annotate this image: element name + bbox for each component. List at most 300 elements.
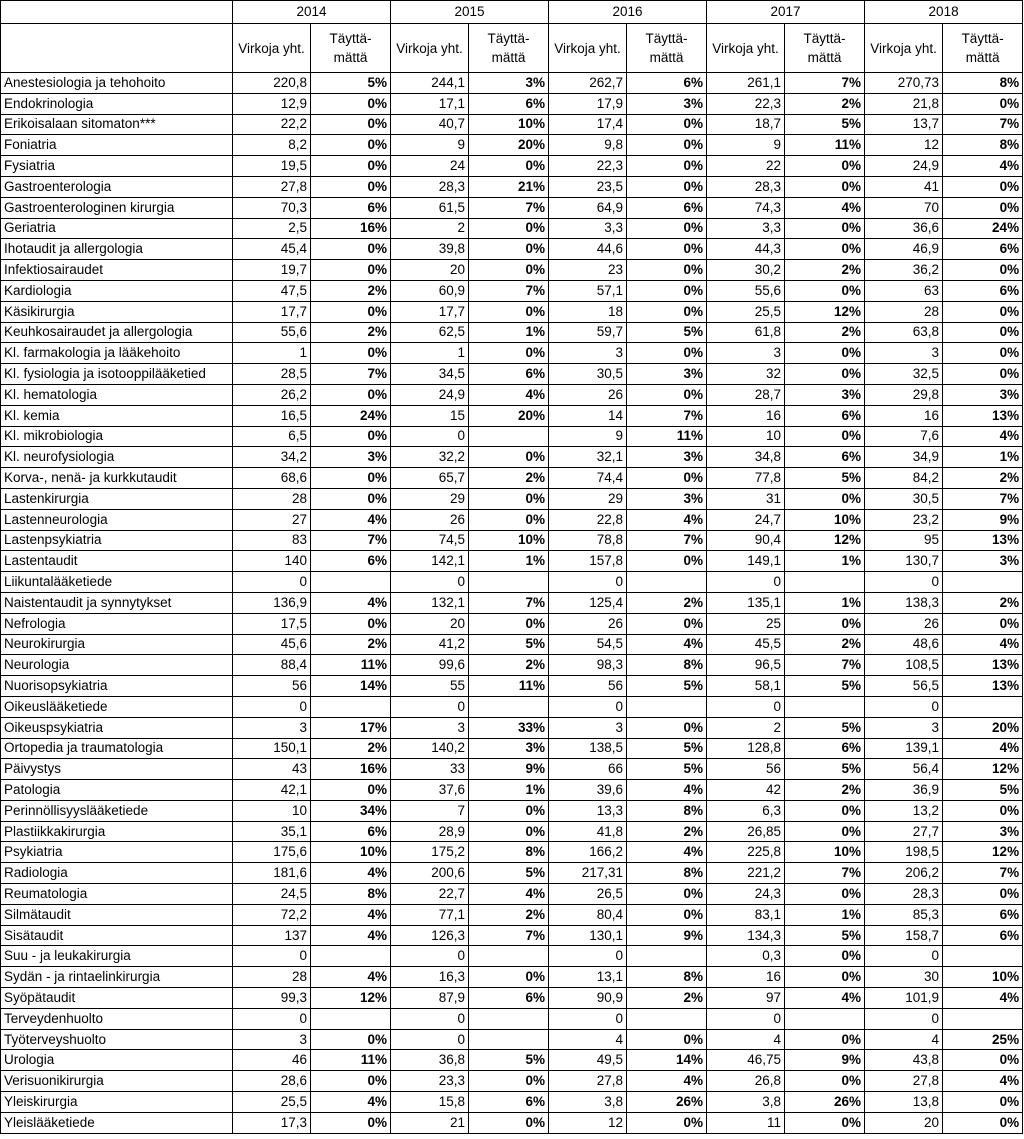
unfilled-share-cell: 6% bbox=[943, 280, 1023, 301]
positions-cell: 7,6 bbox=[865, 426, 943, 447]
positions-cell: 46 bbox=[233, 1050, 311, 1071]
positions-cell: 80,4 bbox=[549, 904, 627, 925]
unfilled-share-cell: 0% bbox=[469, 1071, 549, 1092]
positions-cell: 61,8 bbox=[707, 322, 785, 343]
positions-cell: 13,2 bbox=[865, 800, 943, 821]
unfilled-share-cell bbox=[627, 572, 707, 593]
unfilled-share-cell: 7% bbox=[469, 197, 549, 218]
positions-cell: 62,5 bbox=[391, 322, 469, 343]
positions-cell: 41,8 bbox=[549, 821, 627, 842]
table-row bbox=[1, 676, 1023, 697]
unfilled-share-cell: 1% bbox=[785, 551, 865, 572]
unfilled-share-cell: 0% bbox=[943, 260, 1023, 281]
unfilled-share-cell: 4% bbox=[943, 988, 1023, 1009]
unfilled-share-cell: 7% bbox=[943, 114, 1023, 135]
specialty-name: Oikeuspsykiatria bbox=[1, 717, 233, 738]
unfilled-share-cell: 0% bbox=[785, 218, 865, 239]
positions-cell: 135,1 bbox=[707, 592, 785, 613]
positions-cell: 26 bbox=[391, 509, 469, 530]
unfilled-share-cell: 5% bbox=[469, 863, 549, 884]
positions-cell: 24,3 bbox=[707, 884, 785, 905]
positions-cell: 134,3 bbox=[707, 925, 785, 946]
unfilled-share-cell: 26% bbox=[627, 1092, 707, 1113]
specialty-name: Liikuntalääketiede bbox=[1, 572, 233, 593]
unfilled-share-cell: 0% bbox=[311, 1071, 391, 1092]
positions-cell: 84,2 bbox=[865, 468, 943, 489]
positions-cell: 97 bbox=[707, 988, 785, 1009]
positions-cell: 24,9 bbox=[391, 384, 469, 405]
unfilled-share-cell: 6% bbox=[469, 988, 549, 1009]
unfilled-share-cell: 0% bbox=[943, 322, 1023, 343]
table-row bbox=[1, 447, 1023, 468]
unfilled-share-cell: 6% bbox=[785, 405, 865, 426]
unfilled-share-cell: 2% bbox=[469, 655, 549, 676]
positions-cell: 13,1 bbox=[549, 967, 627, 988]
unfilled-share-cell: 0% bbox=[785, 1071, 865, 1092]
positions-cell: 3,3 bbox=[707, 218, 785, 239]
unfilled-share-cell: 3% bbox=[943, 821, 1023, 842]
unfilled-share-cell: 5% bbox=[943, 780, 1023, 801]
positions-cell: 14 bbox=[549, 405, 627, 426]
positions-cell: 21,8 bbox=[865, 93, 943, 114]
positions-cell: 25,5 bbox=[707, 301, 785, 322]
unfilled-share-cell: 2% bbox=[469, 468, 549, 489]
positions-cell: 9 bbox=[707, 135, 785, 156]
unfilled-share-cell: 2% bbox=[785, 260, 865, 281]
positions-cell: 63,8 bbox=[865, 322, 943, 343]
positions-cell: 7 bbox=[391, 800, 469, 821]
positions-cell: 26 bbox=[549, 613, 627, 634]
positions-cell: 34,5 bbox=[391, 364, 469, 385]
unfilled-share-cell: 0% bbox=[469, 447, 549, 468]
unfilled-share-cell bbox=[311, 946, 391, 967]
unfilled-share-cell: 20% bbox=[469, 405, 549, 426]
unfilled-share-cell: 2% bbox=[469, 904, 549, 925]
unfilled-share-cell: 5% bbox=[785, 717, 865, 738]
unfilled-share-cell bbox=[627, 696, 707, 717]
positions-cell: 55 bbox=[391, 676, 469, 697]
positions-cell: 15,8 bbox=[391, 1092, 469, 1113]
year-header: 2014 bbox=[233, 1, 391, 24]
positions-cell: 13,8 bbox=[865, 1092, 943, 1113]
unfilled-share-cell: 4% bbox=[785, 988, 865, 1009]
unfilled-share-cell: 0% bbox=[943, 93, 1023, 114]
unfilled-share-cell: 7% bbox=[311, 364, 391, 385]
table-row bbox=[1, 551, 1023, 572]
unfilled-share-cell: 7% bbox=[943, 488, 1023, 509]
positions-cell: 21 bbox=[391, 1112, 469, 1133]
specialty-name: Päivystys bbox=[1, 759, 233, 780]
unfilled-share-cell: 10% bbox=[469, 530, 549, 551]
positions-cell: 0 bbox=[391, 1008, 469, 1029]
unfilled-share-cell: 0% bbox=[785, 1029, 865, 1050]
positions-cell: 16,3 bbox=[391, 967, 469, 988]
positions-cell: 136,9 bbox=[233, 592, 311, 613]
specialty-name: Naistentaudit ja synnytykset bbox=[1, 592, 233, 613]
unfilled-share-cell: 0% bbox=[785, 280, 865, 301]
positions-cell: 56 bbox=[233, 676, 311, 697]
positions-cell: 138,3 bbox=[865, 592, 943, 613]
positions-cell: 0 bbox=[391, 1029, 469, 1050]
table-row bbox=[1, 592, 1023, 613]
specialty-name: Kl. kemia bbox=[1, 405, 233, 426]
positions-cell: 26 bbox=[549, 384, 627, 405]
unfilled-share-cell: 6% bbox=[627, 73, 707, 94]
positions-cell: 63 bbox=[865, 280, 943, 301]
positions-cell: 32 bbox=[707, 364, 785, 385]
positions-cell: 68,6 bbox=[233, 468, 311, 489]
positions-cell: 0 bbox=[865, 946, 943, 967]
unfilled-share-cell: 0% bbox=[627, 884, 707, 905]
positions-cell: 3 bbox=[391, 717, 469, 738]
positions-cell: 59,7 bbox=[549, 322, 627, 343]
unfilled-share-cell: 3% bbox=[943, 551, 1023, 572]
positions-cell: 55,6 bbox=[233, 322, 311, 343]
positions-cell: 83,1 bbox=[707, 904, 785, 925]
unfilled-share-cell: 6% bbox=[943, 904, 1023, 925]
unfilled-share-cell: 10% bbox=[469, 114, 549, 135]
positions-cell: 4 bbox=[865, 1029, 943, 1050]
corner-cell bbox=[1, 24, 233, 73]
table-row bbox=[1, 780, 1023, 801]
unfilled-share-cell: 0% bbox=[627, 717, 707, 738]
unfilled-share-cell: 3% bbox=[469, 73, 549, 94]
unfilled-share-cell: 3% bbox=[469, 738, 549, 759]
positions-cell: 65,7 bbox=[391, 468, 469, 489]
unfilled-share-cell: 4% bbox=[469, 384, 549, 405]
positions-cell: 0 bbox=[549, 1008, 627, 1029]
unfilled-share-cell: 0% bbox=[943, 613, 1023, 634]
positions-cell: 142,1 bbox=[391, 551, 469, 572]
positions-cell: 85,3 bbox=[865, 904, 943, 925]
unfilled-share-cell: 33% bbox=[469, 717, 549, 738]
unfilled-share-cell bbox=[469, 946, 549, 967]
positions-cell: 28,9 bbox=[391, 821, 469, 842]
unfilled-share-cell: 2% bbox=[943, 592, 1023, 613]
unfilled-share-cell: 0% bbox=[469, 218, 549, 239]
unfilled-share-cell: 4% bbox=[627, 634, 707, 655]
unfilled-share-cell: 0% bbox=[943, 800, 1023, 821]
positions-cell: 70 bbox=[865, 197, 943, 218]
specialty-name: Korva-, nenä- ja kurkkutaudit bbox=[1, 468, 233, 489]
positions-cell: 42 bbox=[707, 780, 785, 801]
unfilled-header: Täyttä-mättä bbox=[785, 24, 865, 73]
specialty-name: Verisuonikirurgia bbox=[1, 1071, 233, 1092]
unfilled-share-cell bbox=[311, 696, 391, 717]
unfilled-share-cell: 0% bbox=[469, 239, 549, 260]
unfilled-share-cell: 0% bbox=[627, 260, 707, 281]
table-row bbox=[1, 655, 1023, 676]
positions-cell: 12 bbox=[549, 1112, 627, 1133]
unfilled-share-cell: 2% bbox=[627, 592, 707, 613]
positions-cell: 28,5 bbox=[233, 364, 311, 385]
unfilled-share-cell: 4% bbox=[311, 904, 391, 925]
unfilled-share-cell: 5% bbox=[785, 925, 865, 946]
unfilled-share-cell: 5% bbox=[627, 738, 707, 759]
positions-cell: 28 bbox=[233, 488, 311, 509]
unfilled-share-cell: 2% bbox=[311, 738, 391, 759]
specialty-name: Syöpätaudit bbox=[1, 988, 233, 1009]
unfilled-share-cell: 20% bbox=[943, 717, 1023, 738]
unfilled-share-cell: 3% bbox=[627, 93, 707, 114]
positions-cell: 20 bbox=[865, 1112, 943, 1133]
unfilled-header: Täyttä-mättä bbox=[469, 24, 549, 73]
specialty-name: Sydän - ja rintaelinkirurgia bbox=[1, 967, 233, 988]
table-row bbox=[1, 613, 1023, 634]
unfilled-share-cell: 0% bbox=[943, 301, 1023, 322]
positions-cell: 0 bbox=[233, 696, 311, 717]
positions-cell: 217,31 bbox=[549, 863, 627, 884]
positions-cell: 25,5 bbox=[233, 1092, 311, 1113]
unfilled-share-cell: 4% bbox=[627, 1071, 707, 1092]
positions-cell: 28,3 bbox=[707, 176, 785, 197]
unfilled-share-cell: 11% bbox=[311, 1050, 391, 1071]
specialty-name: Foniatria bbox=[1, 135, 233, 156]
unfilled-share-cell: 0% bbox=[311, 239, 391, 260]
table-row bbox=[1, 1112, 1023, 1133]
unfilled-share-cell: 0% bbox=[785, 613, 865, 634]
specialty-name: Reumatologia bbox=[1, 884, 233, 905]
positions-cell: 175,6 bbox=[233, 842, 311, 863]
unfilled-share-cell: 21% bbox=[469, 176, 549, 197]
unfilled-share-cell: 0% bbox=[627, 613, 707, 634]
specialty-name: Neurokirurgia bbox=[1, 634, 233, 655]
table-row bbox=[1, 239, 1023, 260]
table-row bbox=[1, 176, 1023, 197]
unfilled-share-cell: 6% bbox=[469, 364, 549, 385]
unfilled-share-cell: 9% bbox=[627, 925, 707, 946]
specialty-name: Nuorisopsykiatria bbox=[1, 676, 233, 697]
table-row bbox=[1, 384, 1023, 405]
unfilled-share-cell: 9% bbox=[785, 1050, 865, 1071]
unfilled-share-cell: 0% bbox=[311, 384, 391, 405]
positions-cell: 32,2 bbox=[391, 447, 469, 468]
positions-cell: 27,7 bbox=[865, 821, 943, 842]
unfilled-share-cell: 0% bbox=[627, 1112, 707, 1133]
unfilled-share-cell: 0% bbox=[785, 967, 865, 988]
positions-cell: 0 bbox=[391, 696, 469, 717]
positions-cell: 26,85 bbox=[707, 821, 785, 842]
unfilled-share-cell: 0% bbox=[785, 156, 865, 177]
unfilled-share-cell: 0% bbox=[785, 884, 865, 905]
table-row bbox=[1, 488, 1023, 509]
positions-cell: 6,3 bbox=[707, 800, 785, 821]
unfilled-share-cell: 11% bbox=[469, 676, 549, 697]
table-row bbox=[1, 1092, 1023, 1113]
table-row bbox=[1, 925, 1023, 946]
unfilled-share-cell bbox=[311, 572, 391, 593]
unfilled-share-cell: 6% bbox=[785, 447, 865, 468]
positions-cell: 0 bbox=[549, 696, 627, 717]
positions-cell: 138,5 bbox=[549, 738, 627, 759]
positions-cell: 130,1 bbox=[549, 925, 627, 946]
unfilled-share-cell: 0% bbox=[469, 967, 549, 988]
unfilled-share-cell: 10% bbox=[311, 842, 391, 863]
unfilled-share-cell: 0% bbox=[785, 426, 865, 447]
table-row bbox=[1, 280, 1023, 301]
positions-cell: 64,9 bbox=[549, 197, 627, 218]
table-row bbox=[1, 988, 1023, 1009]
positions-cell: 78,8 bbox=[549, 530, 627, 551]
positions-cell: 28 bbox=[233, 967, 311, 988]
unfilled-share-cell: 0% bbox=[311, 426, 391, 447]
positions-cell: 31 bbox=[707, 488, 785, 509]
unfilled-share-cell: 8% bbox=[627, 863, 707, 884]
specialty-name: Kl. farmakologia ja lääkehoito bbox=[1, 343, 233, 364]
positions-cell: 22,2 bbox=[233, 114, 311, 135]
year-header: 2016 bbox=[549, 1, 707, 24]
positions-cell: 19,5 bbox=[233, 156, 311, 177]
positions-cell: 61,5 bbox=[391, 197, 469, 218]
positions-cell: 0 bbox=[549, 572, 627, 593]
positions-cell: 132,1 bbox=[391, 592, 469, 613]
positions-cell: 66 bbox=[549, 759, 627, 780]
positions-cell: 30,5 bbox=[549, 364, 627, 385]
specialty-name: Käsikirurgia bbox=[1, 301, 233, 322]
unfilled-share-cell: 0% bbox=[469, 301, 549, 322]
positions-cell: 26 bbox=[865, 613, 943, 634]
table-row bbox=[1, 73, 1023, 94]
positions-cell: 33 bbox=[391, 759, 469, 780]
specialty-name: Kl. neurofysiologia bbox=[1, 447, 233, 468]
table-row bbox=[1, 696, 1023, 717]
unfilled-share-cell: 1% bbox=[469, 551, 549, 572]
unfilled-share-cell: 6% bbox=[943, 925, 1023, 946]
unfilled-share-cell: 2% bbox=[311, 280, 391, 301]
positions-cell: 17,1 bbox=[391, 93, 469, 114]
unfilled-header: Täyttä-mättä bbox=[943, 24, 1023, 73]
specialty-name: Endokrinologia bbox=[1, 93, 233, 114]
unfilled-share-cell: 4% bbox=[311, 509, 391, 530]
positions-cell: 70,3 bbox=[233, 197, 311, 218]
table-row bbox=[1, 572, 1023, 593]
unfilled-share-cell: 4% bbox=[627, 509, 707, 530]
positions-cell: 27,8 bbox=[549, 1071, 627, 1092]
positions-cell: 270,73 bbox=[865, 73, 943, 94]
positions-cell: 26,2 bbox=[233, 384, 311, 405]
positions-cell: 17,7 bbox=[391, 301, 469, 322]
specialty-name: Urologia bbox=[1, 1050, 233, 1071]
positions-cell: 12 bbox=[865, 135, 943, 156]
unfilled-share-cell: 0% bbox=[311, 343, 391, 364]
unfilled-share-cell: 11% bbox=[785, 135, 865, 156]
table-row bbox=[1, 509, 1023, 530]
unfilled-share-cell: 0% bbox=[627, 551, 707, 572]
unfilled-share-cell: 0% bbox=[469, 156, 549, 177]
table-row bbox=[1, 863, 1023, 884]
table-row bbox=[1, 135, 1023, 156]
unfilled-share-cell: 4% bbox=[785, 197, 865, 218]
positions-cell: 108,5 bbox=[865, 655, 943, 676]
specialty-name: Työterveyshuolto bbox=[1, 1029, 233, 1050]
specialty-name: Lastenkirurgia bbox=[1, 488, 233, 509]
unfilled-share-cell: 6% bbox=[311, 197, 391, 218]
positions-cell: 198,5 bbox=[865, 842, 943, 863]
unfilled-share-cell: 5% bbox=[627, 676, 707, 697]
positions-header: Virkoja yht. bbox=[865, 24, 943, 73]
positions-cell: 0,3 bbox=[707, 946, 785, 967]
unfilled-share-cell: 0% bbox=[311, 1112, 391, 1133]
positions-header: Virkoja yht. bbox=[233, 24, 311, 73]
table-row bbox=[1, 634, 1023, 655]
unfilled-share-cell bbox=[469, 1008, 549, 1029]
specialty-name: Lastenneurologia bbox=[1, 509, 233, 530]
specialty-name: Kl. hematologia bbox=[1, 384, 233, 405]
unfilled-share-cell: 8% bbox=[943, 73, 1023, 94]
unfilled-share-cell: 0% bbox=[469, 343, 549, 364]
unfilled-share-cell: 8% bbox=[627, 655, 707, 676]
positions-cell: 12,9 bbox=[233, 93, 311, 114]
unfilled-share-cell: 1% bbox=[943, 447, 1023, 468]
positions-cell: 3,8 bbox=[549, 1092, 627, 1113]
positions-cell: 4 bbox=[549, 1029, 627, 1050]
unfilled-share-cell: 5% bbox=[785, 468, 865, 489]
unfilled-share-cell: 0% bbox=[785, 821, 865, 842]
table-row bbox=[1, 967, 1023, 988]
positions-cell: 17,5 bbox=[233, 613, 311, 634]
positions-cell: 139,1 bbox=[865, 738, 943, 759]
unfilled-share-cell: 13% bbox=[943, 655, 1023, 676]
positions-cell: 25 bbox=[707, 613, 785, 634]
positions-cell: 0 bbox=[549, 946, 627, 967]
unfilled-share-cell: 6% bbox=[943, 239, 1023, 260]
unfilled-share-cell: 0% bbox=[627, 468, 707, 489]
unfilled-share-cell: 0% bbox=[785, 946, 865, 967]
positions-cell: 0 bbox=[233, 572, 311, 593]
positions-cell: 26,5 bbox=[549, 884, 627, 905]
specialty-name: Sisätaudit bbox=[1, 925, 233, 946]
unfilled-share-cell: 4% bbox=[943, 426, 1023, 447]
unfilled-share-cell: 4% bbox=[311, 925, 391, 946]
positions-cell: 158,7 bbox=[865, 925, 943, 946]
unfilled-share-cell: 0% bbox=[469, 488, 549, 509]
unfilled-share-cell: 8% bbox=[469, 842, 549, 863]
positions-cell: 29 bbox=[549, 488, 627, 509]
unfilled-share-cell: 0% bbox=[943, 343, 1023, 364]
unfilled-share-cell: 12% bbox=[943, 759, 1023, 780]
positions-cell: 6,5 bbox=[233, 426, 311, 447]
positions-cell: 13,7 bbox=[865, 114, 943, 135]
positions-cell: 19,7 bbox=[233, 260, 311, 281]
unfilled-share-cell: 5% bbox=[469, 1050, 549, 1071]
specialty-name: Lastentaudit bbox=[1, 551, 233, 572]
positions-cell: 3 bbox=[549, 717, 627, 738]
positions-cell: 128,8 bbox=[707, 738, 785, 759]
unfilled-share-cell: 0% bbox=[311, 488, 391, 509]
unfilled-share-cell: 7% bbox=[627, 405, 707, 426]
specialty-name: Geriatria bbox=[1, 218, 233, 239]
table-row bbox=[1, 364, 1023, 385]
positions-cell: 200,6 bbox=[391, 863, 469, 884]
unfilled-share-cell: 12% bbox=[943, 842, 1023, 863]
positions-cell: 2,5 bbox=[233, 218, 311, 239]
positions-cell: 90,9 bbox=[549, 988, 627, 1009]
table-row bbox=[1, 759, 1023, 780]
unfilled-share-cell bbox=[943, 1008, 1023, 1029]
unfilled-share-cell bbox=[785, 1008, 865, 1029]
positions-cell: 27,8 bbox=[865, 1071, 943, 1092]
positions-cell: 101,9 bbox=[865, 988, 943, 1009]
positions-cell: 166,2 bbox=[549, 842, 627, 863]
positions-cell: 99,6 bbox=[391, 655, 469, 676]
unfilled-share-cell: 0% bbox=[311, 1029, 391, 1050]
positions-cell: 26,8 bbox=[707, 1071, 785, 1092]
unfilled-share-cell: 0% bbox=[943, 364, 1023, 385]
unfilled-share-cell: 2% bbox=[311, 634, 391, 655]
positions-cell: 0 bbox=[865, 696, 943, 717]
specialty-name: Terveydenhuolto bbox=[1, 1008, 233, 1029]
unfilled-share-cell: 14% bbox=[627, 1050, 707, 1071]
